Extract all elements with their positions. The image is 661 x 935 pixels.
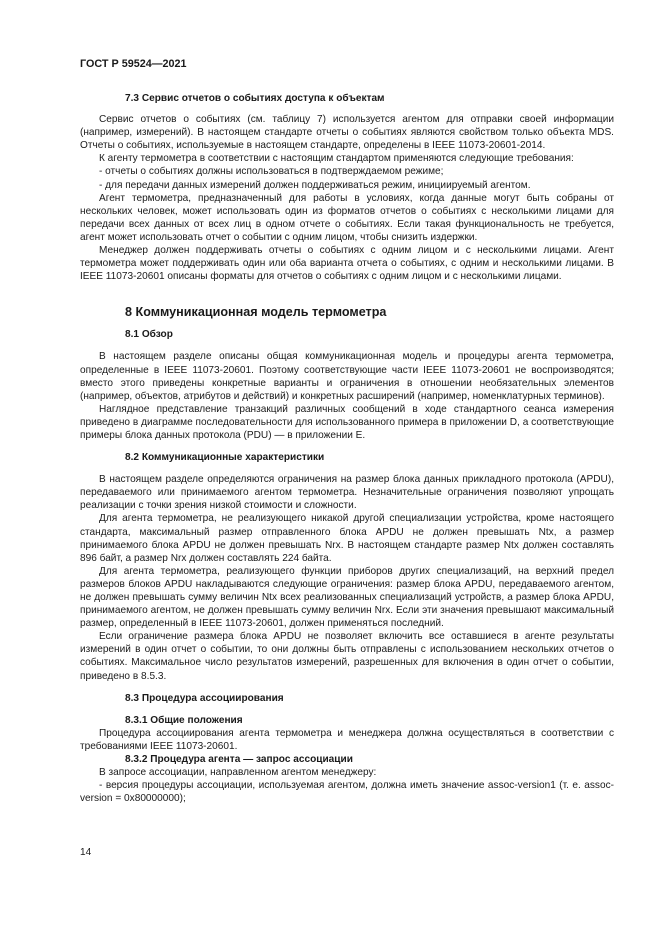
paragraph: К агенту термометра в соответствии с настоящим стандартом применяются следующие требования: <box>99 153 574 165</box>
page-number: 14 <box>80 847 92 858</box>
section-8-3-title: 8.3 Процедура ассоциирования <box>125 692 284 704</box>
paragraph: В настоящем разделе определяются ограничения на размер блока данных прикладного протокола (APDU), передаваемого или принимаемого агентом термометра. Незначительные ограничения позволяют упрощать реализации с точки зрения низкой стоимости и сложности. <box>80 474 614 512</box>
paragraph: Если ограничение размера блока APDU не позволяет включить все оставшиеся в агенте результаты измерений в один отчет о событии, то они должны быть отправлены с использованием нескольких отчетов о событиях. Максимальное число результатов измерений, разрешенных для включения в один отчет о событии, приведено в 8.5.3. <box>80 631 614 682</box>
paragraph: Для агента термометра, реализующего функции приборов других специализаций, на верхний предел размеров блоков APDU накладываются следующие ограничения: размер блока APDU, передаваемого агентом, не должен превышать сумму величин Ntx всех реализованных специализаций устройств, а размер блока APDU, принимаемого агентом, не должен превышать сумму величин Nrx. Если эти значения превышают максимальный размер, определенный в IEEE 11073-20601, должен применяться последний. <box>80 565 614 630</box>
paragraph: В настоящем разделе описаны общая коммуникационная модель и процедуры агента термометра, определенные в IEEE 11073-20601. Поэтому соответствующие части IEEE 11073-20601 не воспроизводятся; вместо этого приведены конкретные варианты и ограничения в отношении необязательных элементов (например, объектов, атрибутов и действий) и конкретных расширений (например, номенклатурных терминов). <box>80 351 614 402</box>
list-item: - для передачи данных измерений должен поддерживаться режим, инициируемый агентом. <box>99 179 531 191</box>
section-7-3-title: 7.3 Сервис отчетов о событиях доступа к объектам <box>125 93 385 104</box>
paragraph: В запросе ассоциации, направленном агентом менеджеру: <box>99 767 377 779</box>
list-item: - версия процедуры ассоциации, используемая агентом, должна иметь значение assoc-version1 (т. е. assoc-version = 0x80000000); <box>80 780 614 805</box>
paragraph: Менеджер должен поддерживать отчеты о событиях с одним лицом и с несколькими лицами. Агент термометра может поддерживать один или оба варианта отчета о событиях, с одним и несколькими лицами. В IEEE 11073-20601 описаны форматы для отчетов о событиях с одним лицом и с несколькими лицами. <box>80 245 614 283</box>
standard-designation: ГОСТ Р 59524—2021 <box>80 58 187 70</box>
list-item: - отчеты о событиях должны использоваться в подтверждаемом режиме; <box>99 166 444 178</box>
section-8-2-title: 8.2 Коммуникационные характеристики <box>125 452 325 464</box>
section-8-3-1-title: 8.3.1 Общие положения <box>125 714 243 726</box>
section-8-title: 8 Коммуникационная модель термометра <box>125 305 387 320</box>
paragraph: Для агента термометра, не реализующего никакой другой специализации устройства, кроме настоящего стандарта, максимальный размер отправленного блока APDU не должен превышать Ntx, а размер принимаемого блока APDU не должен превышать Nrx. В настоящем стандарте размер Ntx должен составлять 896 байт, а размер Nrx должен составлять 224 байта. <box>80 513 614 564</box>
paragraph: Процедура ассоциирования агента термометра и менеджера должна осуществляться в соответствии с требованиями IEEE 11073-20601. <box>80 727 614 752</box>
section-8-3-2-title: 8.3.2 Процедура агента — запрос ассоциации <box>125 754 353 766</box>
paragraph: Наглядное представление транзакций различных сообщений в ходе стандартного сеанса измерения приведено в диаграмме последовательности для использованного примера в приложении D, а соответствующие примеры блока данных протокола (PDU) — в приложении Е. <box>80 403 614 441</box>
paragraph: Сервис отчетов о событиях (см. таблицу 7) используется агентом для отправки своей информации (например, измерений). В настоящем стандарте отчеты о событиях являются свойством только объекта MDS. Отчеты о событиях, используемые в настоящем стандарте, определены в IEEE 11073-20601-2014. <box>80 114 614 152</box>
page-content <box>80 92 614 805</box>
paragraph: Агент термометра, предназначенный для работы в условиях, когда данные могут быть собраны от нескольких человек, может использовать один из форматов отчетов о событиях с несколькими лицами для передачи всех данных от всех лиц в одном отчете о событиях. Если такая функциональность не требуется, агент может использовать отчет о событии с одним лицом, чтобы снизить издержки. <box>80 192 614 243</box>
section-8-1-title: 8.1 Обзор <box>125 329 173 341</box>
